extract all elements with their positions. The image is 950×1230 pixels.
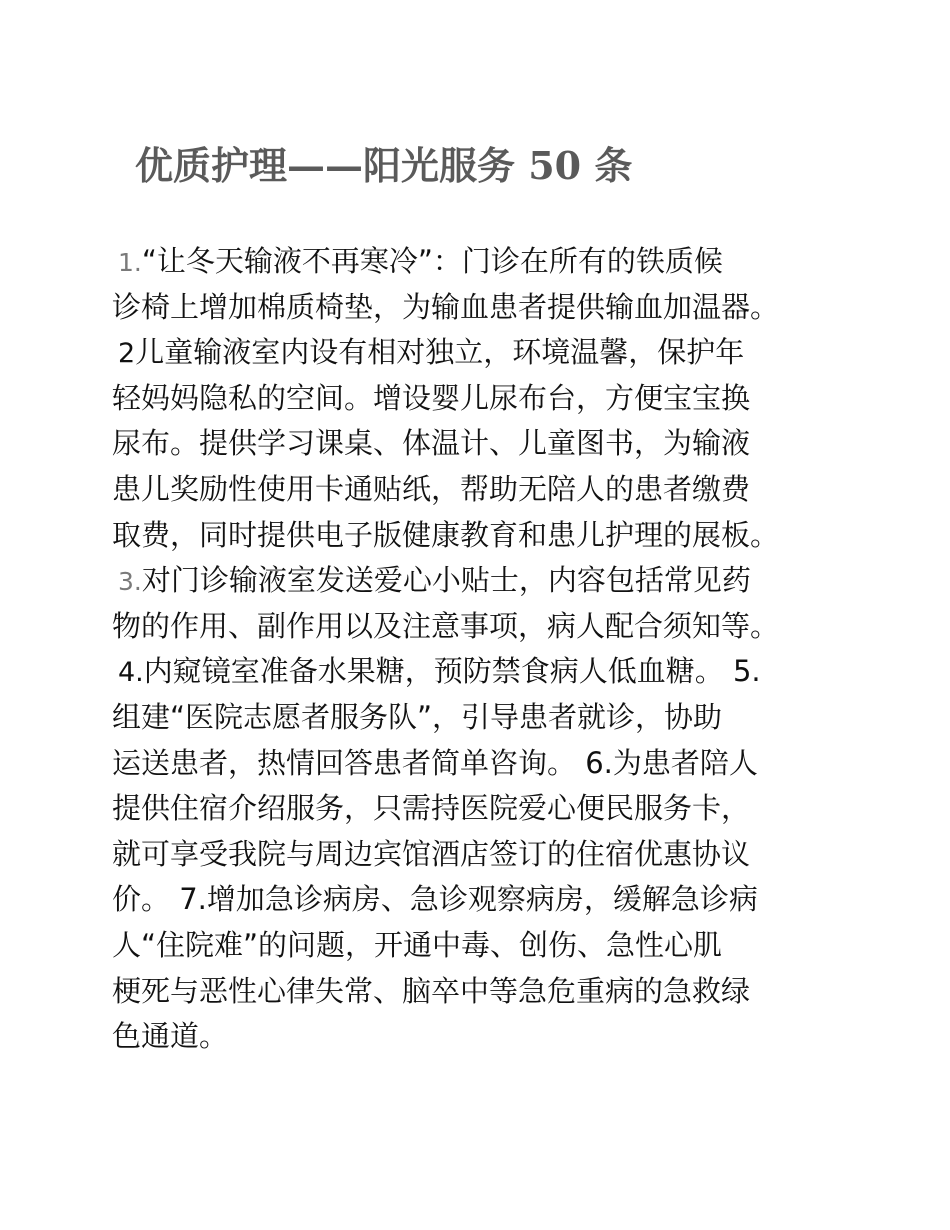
line-text: 对门诊输液室发送爱心小贴士，内容包括常见药 bbox=[141, 563, 751, 598]
text-line bbox=[112, 741, 857, 787]
item-number: 2 bbox=[118, 338, 136, 370]
text-line bbox=[112, 786, 857, 832]
text-line bbox=[112, 376, 857, 422]
text-line bbox=[112, 877, 857, 923]
item-number: 4. bbox=[118, 657, 144, 689]
line-text: 运送患者，热情回答患者简单咨询。 6.为患者陪人 bbox=[112, 745, 758, 780]
line-text: 就可享受我院与周边宾馆酒店签订的住宿优惠协议 bbox=[112, 836, 751, 871]
item-number: 1. bbox=[118, 248, 142, 277]
line-text: 组建“医院志愿者服务队”，引导患者就诊，协助 bbox=[112, 699, 723, 734]
line-text: 物的作用、副作用以及注意事项，病人配合须知等。 bbox=[112, 608, 780, 643]
document-body bbox=[112, 239, 857, 1060]
line-text: 尿布。提供学习课桌、体温计、儿童图书，为输液 bbox=[112, 426, 751, 461]
text-line bbox=[112, 467, 857, 513]
line-text: 患儿奖励性使用卡通贴纸，帮助无陪人的患者缴费 bbox=[112, 471, 751, 506]
line-text: 取费，同时提供电子版健康教育和患儿护理的展板。 bbox=[112, 517, 780, 552]
text-line bbox=[112, 604, 857, 650]
text-line bbox=[112, 421, 857, 467]
text-line bbox=[112, 649, 857, 695]
document-title: 优质护理——阳光服务 50 条 bbox=[135, 143, 633, 188]
text-line bbox=[112, 832, 857, 878]
line-text: “让冬天输液不再寒冷”：门诊在所有的铁质候 bbox=[141, 244, 723, 278]
text-line bbox=[112, 695, 857, 741]
line-text: 提供住宿介绍服务，只需持医院爱心便民服务卡， bbox=[112, 791, 751, 826]
text-line bbox=[112, 558, 857, 604]
text-line bbox=[112, 513, 857, 559]
line-text: 内窥镜室准备水果糖，预防禁食病人低血糖。 5. bbox=[143, 654, 761, 689]
line-text: 儿童输液室内设有相对独立，环境温馨，保护年 bbox=[135, 335, 745, 370]
text-line bbox=[112, 285, 857, 331]
line-text: 诊椅上增加棉质椅垫，为输血患者提供输血加温器。 bbox=[112, 289, 780, 324]
line-text: 人“住院难”的问题，开通中毒、创伤、急性心肌 bbox=[112, 927, 723, 962]
text-line bbox=[112, 923, 857, 969]
text-line bbox=[112, 1014, 857, 1060]
text-line bbox=[112, 969, 857, 1015]
text-line bbox=[112, 330, 857, 376]
line-text: 轻妈妈隐私的空间。增设婴儿尿布台，方便宝宝换 bbox=[112, 380, 751, 415]
line-text: 梗死与恶性心律失常、脑卒中等急危重病的急救绿 bbox=[112, 973, 751, 1008]
item-number: 3. bbox=[118, 567, 142, 597]
line-text: 价。 7.增加急诊病房、急诊观察病房，缓解急诊病 bbox=[112, 882, 758, 917]
text-line bbox=[112, 239, 857, 285]
line-text: 色通道。 bbox=[112, 1019, 229, 1054]
